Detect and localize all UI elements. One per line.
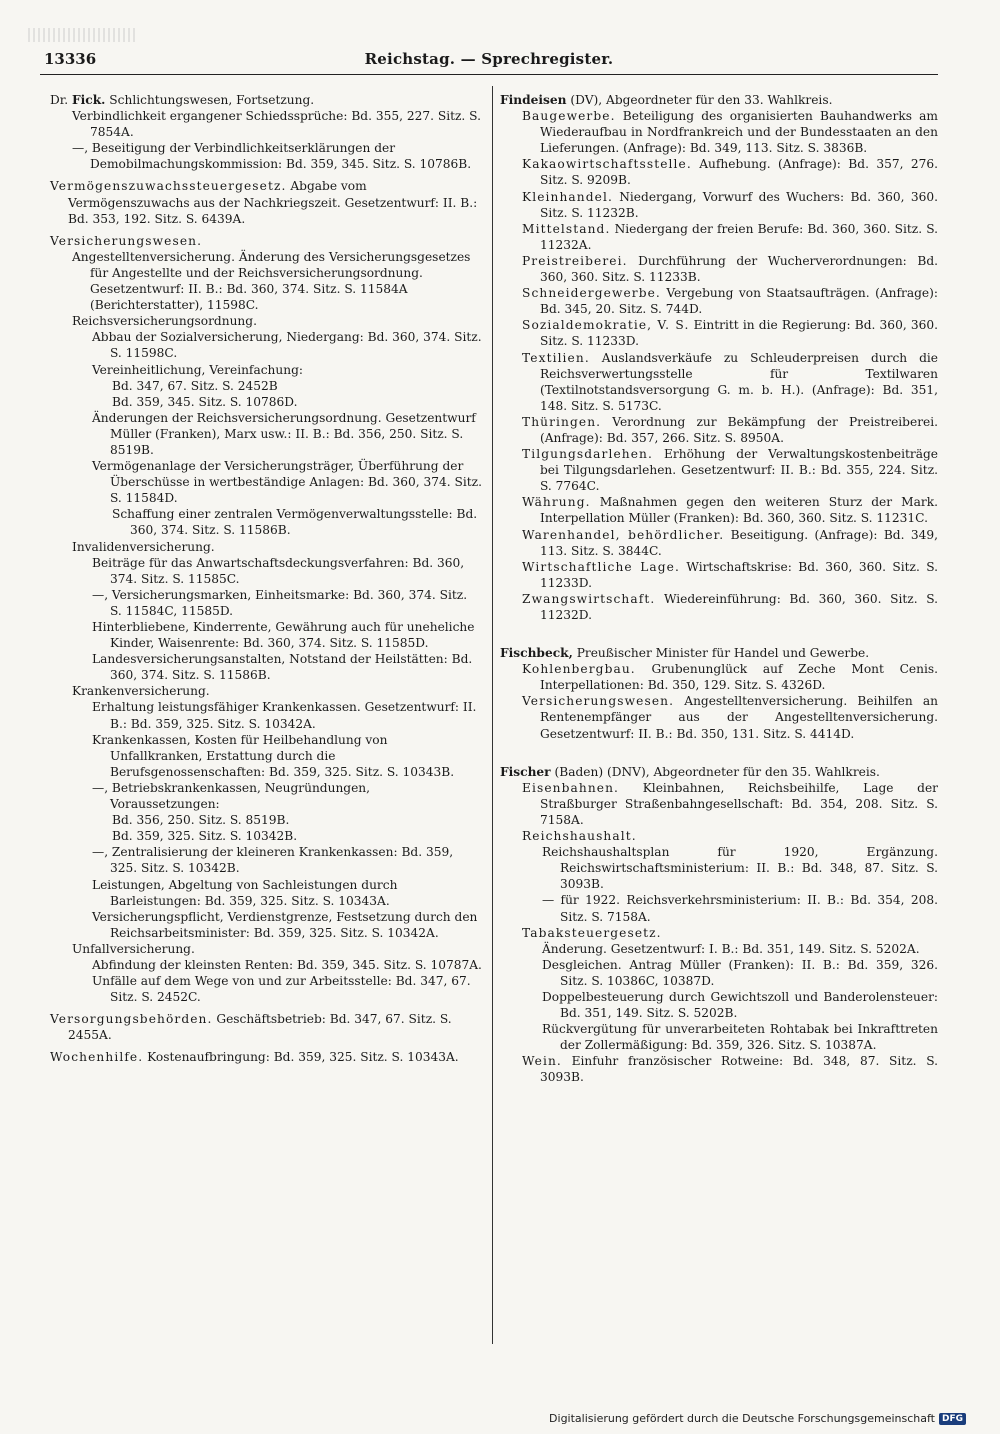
speaker-name: Findeisen [500,93,567,107]
index-entry [72,683,482,699]
index-entry [522,494,938,526]
entry-text: Bd. 347, 67. Sitz. S. 2452B [112,378,278,393]
entry-text: Vermögenanlage der Versicherungsträger, Überführung der Überschüsse in wertbeständige Anlagen: Bd. 360, 374. Sitz. S. 11584D. [92,459,482,506]
topic-heading: Eisenbahnen. [522,780,620,795]
index-entry [92,699,482,731]
topic-heading: Versicherungswesen. [522,694,675,709]
entry-text: —, Beseitigung der Verbindlichkeitserklärungen der Demobilmachungskommission: Bd. 359, 345. Sitz. S. 10786B. [72,141,472,172]
index-entry [92,651,482,683]
entry-text: —, Betriebskrankenkassen, Neugründungen, Voraussetzungen: [92,780,371,812]
entry-text: Niedergang, Vorwurf des Wuchers: Bd. 360, 360. Sitz. S. 11232B. [540,189,938,220]
index-entry [542,957,938,989]
index-entry [522,414,938,446]
right-column [500,92,938,1086]
speaker-entry [500,92,938,108]
entry-text: Wiedereinführung: Bd. 360, 360. Sitz. S. 11232D. [540,591,939,622]
index-entry [92,844,482,876]
index-entry [50,1011,482,1043]
entry-text: Geschäftsbetrieb: Bd. 347, 67. Sitz. S. 2455A. [68,1012,452,1043]
index-entry [92,957,482,973]
dfg-logo: DFG [939,1413,966,1425]
topic-heading: Reichshaushalt. [522,829,637,844]
index-entry [542,989,938,1021]
entry-text: Erhaltung leistungsfähiger Krankenkassen. Gesetzentwurf: II. B.: Bd. 359, 325. Sitz. S. 10342A. [92,700,477,731]
topic-heading: Schneidergewerbe. [522,286,661,301]
topic-heading: Sozialdemokratie, V. S. [522,318,690,333]
entry-text: Rückvergütung für unverarbeiteten Rohtabak bei Inkrafttreten der Zollermäßigung: Bd. 359, 326. Sitz. S. 10387A. [542,1022,938,1053]
entry-text: Änderung. Gesetzentwurf: I. B.: Bd. 351, 149. Sitz. S. 5202A. [542,941,920,956]
index-entry [92,877,482,909]
index-entry [542,941,938,957]
entry-text: Kleinbahnen, Reichsbeihilfe, Lage der Straßburger Straßenbahngesellschaft: Bd. 354, 208. Sitz. S. 7158A. [540,780,938,827]
topic-heading: Thüringen. [522,414,602,429]
entry-text: Maßnahmen gegen den weiteren Sturz der Mark. Interpellation Müller (Franken): Bd. 360, 360. Sitz. S. 11231C. [540,495,938,526]
entry-text: (DV), Abgeordneter für den 33. Wahlkreis. [570,93,833,107]
index-entry [92,329,482,361]
index-entry [72,249,482,313]
entry-text: Desgleichen. Antrag Müller (Franken): II. B.: Bd. 359, 326. Sitz. S. 10386C, 10387D. [542,957,938,988]
page-number: 13336 [44,50,97,68]
entry-text: Beiträge für das Anwartschaftsdeckungsverfahren: Bd. 360, 374. Sitz. S. 11585C. [92,555,465,586]
entry-text: Leistungen, Abgeltung von Sachleistungen durch Barleistungen: Bd. 359, 325. Sitz. S. 10343A. [92,877,398,908]
index-entry [522,693,938,741]
index-entry [522,559,938,591]
topic-heading: Versorgungsbehörden. [50,1012,213,1027]
topic-heading: Wein. [522,1054,562,1069]
speaker-name: Fischer [500,764,551,779]
index-entry [72,539,482,555]
index-entry [72,108,482,140]
entry-text: Bd. 359, 345. Sitz. S. 10786D. [112,394,298,409]
index-entry [522,189,938,221]
entry-text: Durchführung der Wucherverordnungen: Bd. 360, 360. Sitz. S. 11233B. [540,253,938,285]
running-title: Reichstag. — Sprechregister. [364,50,614,68]
entry-text: Kostenaufbringung: Bd. 359, 325. Sitz. S. 10343A. [147,1050,459,1065]
index-entry [92,780,482,812]
entry-text: Hinterbliebene, Kinderrente, Gewährung auch für uneheliche Kinder, Waisenrente: Bd. 360, 374. Sitz. S. 11585D. [92,620,475,651]
entry-text: Erhöhung der Verwaltungskostenbeiträge bei Tilgungsdarlehen. Gesetzentwurf: II. B.: Bd. 355, 224. Sitz. S. 7764C. [540,447,938,494]
entry-text: Landesversicherungsanstalten, Notstand der Heilstätten: Bd. 360, 374. Sitz. S. 11586B. [92,652,473,683]
index-entry [92,909,482,941]
index-entry [92,555,482,587]
index-entry [92,732,482,780]
entry-text: Beteiligung des organisierten Bauhandwerks am Wiederaufbau in Nordfrankreich und der Bundesstaaten an den Lieferungen. (Anfrage): Bd. 349, 113. Sitz. S. 3836B. [540,109,938,156]
index-entry [542,844,938,892]
entry-text: Aufhebung. (Anfrage): Bd. 357, 276. Sitz. S. 9209B. [540,157,939,188]
speaker-name: Fick. [72,93,106,107]
entry-text: Schlichtungswesen, Fortsetzung. [109,93,315,107]
index-entry [522,925,938,941]
entry-text: Vergebung von Staatsaufträgen. (Anfrage): Bd. 345, 20. Sitz. S. 744D. [540,286,938,317]
entry-text: Bd. 359, 325. Sitz. S. 10342B. [112,829,298,844]
left-column [50,92,482,1066]
entry-text: Eintritt in die Regierung: Bd. 360, 360. Sitz. S. 11233D. [540,318,939,349]
topic-heading: Zwangswirtschaft. [522,591,656,606]
entry-text: Abgabe vom Vermögenszuwachs aus der Nachkriegszeit. Gesetzentwurf: II. B.: Bd. 353, 192. Sitz. S. 6439A. [68,179,478,226]
entry-text: Unfallversicherung. [72,941,195,956]
index-entry [522,661,938,693]
index-entry [92,458,482,506]
speaker-entry [500,764,938,780]
index-entry [112,812,482,828]
index-entry [112,378,482,394]
speaker-entry [50,92,482,108]
entry-text: Änderungen der Reichsversicherungsordnung. Gesetzentwurf Müller (Franken), Marx usw.: II. B.: Bd. 356, 250. Sitz. S. 8519B. [92,410,476,457]
topic-heading: Kohlenbergbau. [522,662,636,677]
entry-text: —, Versicherungsmarken, Einheitsmarke: Bd. 360, 374. Sitz. S. 11584C, 11585D. [92,587,468,618]
index-entry [112,394,482,410]
topic-heading: Textilien. [522,350,590,365]
entry-text: Schaffung einer zentralen Vermögenverwaltungsstelle: Bd. 360, 374. Sitz. S. 11586B. [112,507,478,538]
index-entry [522,780,938,828]
index-entry [72,313,482,329]
entry-text: Bd. 356, 250. Sitz. S. 8519B. [112,813,290,828]
topic-heading: Warenhandel, behördlicher. [522,527,725,542]
entry-text: Wirtschaftskrise: Bd. 360, 360. Sitz. S. 11233D. [540,559,939,590]
index-entry [72,140,482,172]
index-entry [50,1049,482,1065]
topic-heading: Tabaksteuergesetz. [522,925,662,940]
entry-text: Krankenversicherung. [72,684,210,699]
footer-credit [549,1412,966,1425]
entry-text: — für 1922. Reichsverkehrsministerium: II. B.: Bd. 354, 208. Sitz. S. 7158A. [542,893,938,924]
index-entry [522,285,938,317]
index-entry [522,350,938,414]
scan-artifact [28,28,138,42]
entry-text: Abbau der Sozialversicherung, Niedergang: Bd. 360, 374. Sitz. S. 11598C. [92,330,482,361]
index-entry [92,410,482,458]
entry-text: Verbindlichkeit ergangener Schiedssprüche: Bd. 355, 227. Sitz. S. 7854A. [72,109,481,140]
index-entry [522,317,938,349]
index-entry [522,1053,938,1085]
index-entry [112,828,482,844]
index-entry [50,178,482,226]
entry-text: Beseitigung. (Anfrage): Bd. 349, 113. Sitz. S. 3844C. [540,527,939,558]
entry-text: Angestelltenversicherung. Änderung des Versicherungsgesetzes für Angestellte und der Reichsversicherungsordnung. Gesetzentwurf: II. B.: Bd. 360, 374. Sitz. S. 11584A (Berichterstatter), 11598C. [72,249,471,313]
index-entry [522,446,938,494]
topic-heading: Wirtschaftliche Lage. [522,559,680,574]
entry-text: Invalidenversicherung. [72,539,215,554]
entry-text: (Baden) (DNV), Abgeordneter für den 35. Wahlkreis. [554,764,880,779]
topic-heading: Baugewerbe. [522,109,616,124]
index-entry [542,892,938,924]
index-entry [92,973,482,1005]
topic-heading: Wochenhilfe. [50,1050,144,1065]
index-entry [522,591,938,623]
entry-text: Abfindung der kleinsten Renten: Bd. 359, 345. Sitz. S. 10787A. [92,957,482,972]
topic-heading: Versicherungswesen. [50,233,203,248]
index-entry [92,362,482,378]
index-entry [522,828,938,844]
entry-text: Doppelbesteuerung durch Gewichtszoll und Banderolensteuer: Bd. 351, 149. Sitz. S. 5202B. [542,989,938,1021]
topic-heading: Kleinhandel. [522,189,613,204]
entry-text: Unfälle auf dem Wege von und zur Arbeitsstelle: Bd. 347, 67. Sitz. S. 2452C. [92,974,471,1005]
speaker-title: Dr. [50,93,69,107]
entry-text: Grubenunglück auf Zeche Mont Cenis. Interpellationen: Bd. 350, 129. Sitz. S. 4326D. [540,662,938,693]
column-divider [492,86,493,1344]
page-header [40,50,938,75]
topic-heading: Währung. [522,495,591,510]
entry-text: Auslandsverkäufe zu Schleuderpreisen durch die Reichsverwertungsstelle für Textilwaren (Textilnotstandsversorgung G. m. b. H.). (Anfrage): Bd. 351, 148. Sitz. S. 5173C. [540,350,938,413]
entry-text: Reichshaushaltsplan für 1920, Ergänzung. Reichswirtschaftsministerium: II. B.: Bd. 348, 87. Sitz. S. 3093B. [542,845,938,892]
index-entry [522,253,938,285]
index-entry [92,587,482,619]
index-entry [522,221,938,253]
entry-text: Reichsversicherungsordnung. [72,314,257,329]
topic-heading: Vermögenszuwachssteuergesetz. [50,179,287,194]
entry-text: Niedergang der freien Berufe: Bd. 360, 360. Sitz. S. 11232A. [540,221,939,252]
entry-text: Verordnung zur Bekämpfung der Preistreiberei. (Anfrage): Bd. 357, 266. Sitz. S. 8950A. [540,414,938,445]
footer-credit-text: Digitalisierung gefördert durch die Deutsche Forschungsgemeinschaft [549,1412,935,1425]
index-entry [92,619,482,651]
entry-text: Versicherungspflicht, Verdienstgrenze, Festsetzung durch den Reichsarbeitsminister: Bd. 359, 325. Sitz. S. 10342A. [92,909,478,940]
entry-text: Krankenkassen, Kosten für Heilbehandlung von Unfallkranken, Erstattung durch die Berufsgenossenschaften: Bd. 359, 325. Sitz. S. 10343B. [92,732,455,779]
index-entry [50,233,482,249]
index-entry [522,108,938,156]
entry-text: Preußischer Minister für Handel und Gewerbe. [576,646,870,661]
entry-text: Angestelltenversicherung. Beihilfen an Rentenempfänger aus der Angestelltenversicherung. Gesetzentwurf: II. B.: Bd. 350, 131. Sitz. S. 4414D. [540,694,938,741]
entry-text: Vereinheitlichung, Vereinfachung: [92,362,303,377]
entry-text: —, Zentralisierung der kleineren Krankenkassen: Bd. 359, 325. Sitz. S. 10342B. [92,845,454,876]
index-entry [522,156,938,188]
topic-heading: Preistreiberei. [522,253,628,268]
speaker-entry [500,645,938,661]
topic-heading: Kakaowirtschaftsstelle. [522,157,692,172]
index-entry [112,506,482,538]
speaker-name: Fischbeck, [500,646,573,661]
entry-text: Einfuhr französischer Rotweine: Bd. 348, 87. Sitz. S. 3093B. [540,1054,938,1085]
topic-heading: Mittelstand. [522,221,611,236]
index-entry [72,941,482,957]
index-entry [542,1021,938,1053]
index-entry [522,527,938,559]
topic-heading: Tilgungsdarlehen. [522,447,653,462]
